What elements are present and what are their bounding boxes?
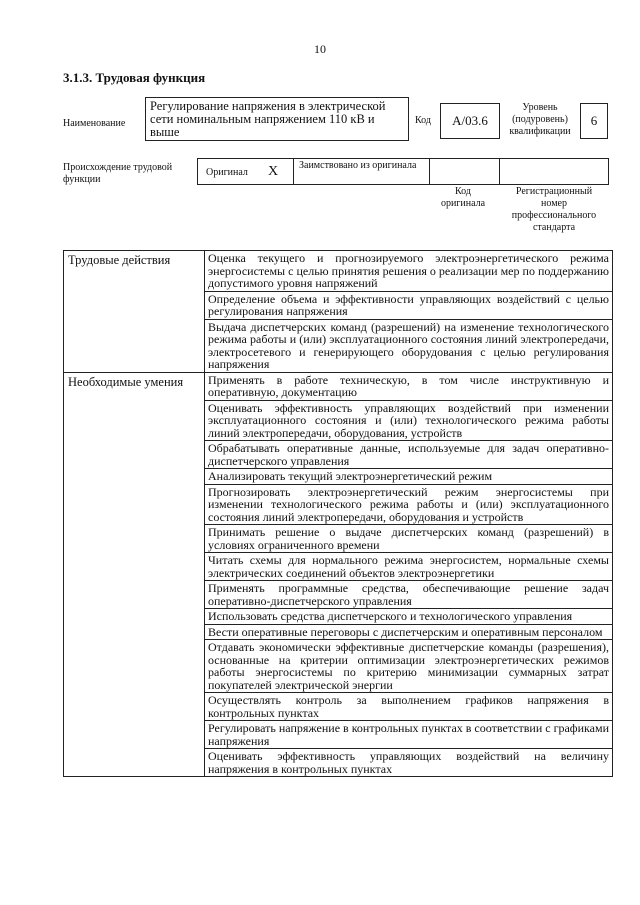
- row-label: Необходимые умения: [64, 372, 205, 777]
- section-title: 3.1.3. Трудовая функция: [63, 70, 206, 85]
- table-row: [64, 251, 613, 292]
- code-label: Код: [415, 115, 431, 126]
- functions-table: [63, 250, 613, 777]
- table-cell: Применять в работе техническую, в том числе инструктивную и оперативную, документацию: [205, 372, 613, 400]
- table-cell: Определение объема и эффективности управляющих воздействий с целью регулирования напряжения: [205, 291, 613, 319]
- page-number: 10: [314, 42, 326, 56]
- table-row: [64, 372, 613, 400]
- table-cell: Регулировать напряжение в контрольных пунктах в соответствии с графиками напряжения: [205, 721, 613, 749]
- reg-number-label: Регистрационный номер профессионального стандарта: [511, 186, 597, 233]
- level-value: 6: [580, 103, 608, 139]
- name-label: Наименование: [63, 118, 126, 129]
- function-code: А/03.6: [440, 103, 500, 139]
- divider: [293, 158, 294, 185]
- table-cell: Выдача диспетчерских команд (разрешений) на изменение технологического режима работы и (или) эксплуатационного состояния линий электропередачи, электросетевого и генерирующего оборудования с целью регулирования напряжения: [205, 319, 613, 372]
- divider: [499, 158, 500, 185]
- table-cell: Применять программные средства, обеспечивающие решение задач оперативно-диспетчерского управления: [205, 581, 613, 609]
- table-cell: Оценка текущего и прогнозируемого электроэнергетического режима энергосистемы с целью принятия решения о реализации мер по поддержанию допустимого уровня напряжений: [205, 251, 613, 292]
- table-cell: Читать схемы для нормального режима энергосистем, нормальные схемы электрических соединений объектов электроэнергетики: [205, 553, 613, 581]
- borrowed-label: Заимствовано из оригинала: [299, 160, 417, 171]
- origin-label: Происхождение трудовой функции: [63, 162, 173, 185]
- origin-row: [197, 158, 609, 185]
- original-label: Оригинал: [206, 167, 248, 178]
- table-cell: Отдавать экономически эффективные диспетчерские команды (разрешения), основанные на критерии оптимизации электроэнергетических режимов работы энергосистемы по критерию минимизации суммарных затрат покупателей электрической энергии: [205, 640, 613, 693]
- table-cell: Использовать средства диспетчерского и технологического управления: [205, 609, 613, 625]
- row-label: Трудовые действия: [64, 251, 205, 373]
- table-cell: Вести оперативные переговоры с диспетчерским и оперативным персоналом: [205, 624, 613, 640]
- table-cell: Принимать решение о выдаче диспетчерских команд (разрешений) в условиях ограниченного времени: [205, 525, 613, 553]
- original-mark: X: [268, 164, 279, 179]
- table-cell: Оценивать эффективность управляющих воздействий на величину напряжения в контрольных пунктах: [205, 749, 613, 777]
- table-cell: Прогнозировать электроэнергетический режим энергосистемы при изменении технологического режима работы и (или) эксплуатационного состояния линий электропередачи, оборудования и устройств: [205, 484, 613, 525]
- function-name: Регулирование напряжения в электрической сети номинальным напряжением 110 кВ и выше: [145, 97, 409, 141]
- table-cell: Анализировать текущий электроэнергетический режим: [205, 469, 613, 485]
- divider: [429, 158, 430, 185]
- level-label: Уровень (подуровень) квалификации: [509, 102, 571, 137]
- table-cell: Обрабатывать оперативные данные, используемые для задач оперативно-диспетчерского управления: [205, 441, 613, 469]
- table-cell: Осуществлять контроль за выполнением графиков напряжения в контрольных пунктах: [205, 693, 613, 721]
- code-original-label: Код оригинала: [440, 186, 486, 209]
- table-cell: Оценивать эффективность управляющих воздействий при изменении эксплуатационного состояния и (или) технологического режима работы линий электропередачи, оборудования, устройств: [205, 400, 613, 441]
